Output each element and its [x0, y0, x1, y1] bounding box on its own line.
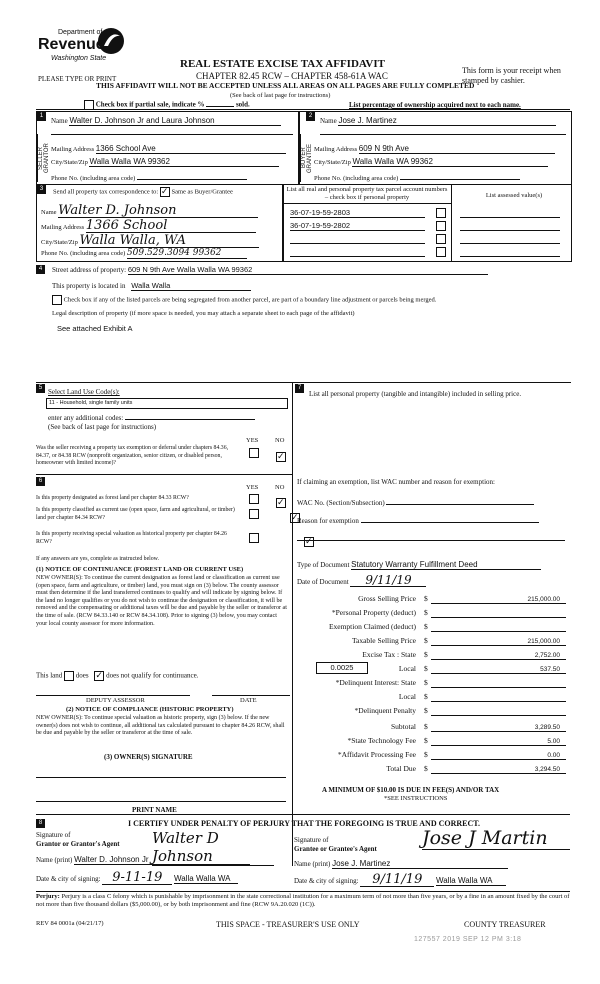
forest-if-yes: If any answers are yes, complete as instructed below.	[36, 556, 159, 562]
doc-type-label: Type of Document	[297, 561, 350, 569]
grantor-signature[interactable]: Walter D Johnson	[152, 829, 274, 866]
grantee-name-field[interactable]: Jose J. Martinez	[332, 859, 508, 869]
assessed-value-field[interactable]	[460, 208, 560, 218]
land-use-select[interactable]: 11 - Household, single family units	[46, 398, 288, 409]
parcel-personal-checkbox[interactable]	[436, 221, 446, 231]
calc-value[interactable]: 2,752.00	[534, 652, 560, 659]
location-section	[36, 262, 570, 378]
calc-label: Exemption Claimed (deduct)	[328, 622, 416, 631]
perjury-text	[36, 893, 570, 909]
additional-codes-field[interactable]	[125, 411, 255, 420]
calc-value[interactable]: 0.00	[547, 752, 560, 759]
corr-mailing-label: Mailing Address	[41, 224, 85, 231]
assessed-value-field[interactable]	[460, 247, 560, 257]
exemption-no-checkbox[interactable]	[276, 452, 286, 462]
deputy-date-line[interactable]	[212, 695, 290, 696]
seller-city-field[interactable]: Walla Walla WA 99362	[89, 158, 279, 167]
section-6-badge: 6	[36, 477, 45, 486]
calc-label: *Delinquent Penalty	[354, 706, 416, 715]
partial-sale-label: Check box if partial sale, indicate %	[95, 100, 205, 109]
grantee-city-field[interactable]: Walla Walla WA	[436, 876, 506, 886]
not-accepted-text: THIS AFFIDAVIT WILL NOT BE ACCEPTED UNLESS ALL AREAS ON ALL PAGES ARE FULLY COMPLETED	[96, 81, 475, 90]
doc-date-field[interactable]: 9/11/19	[350, 574, 426, 587]
calc-label: Gross Selling Price	[358, 594, 416, 603]
certify-text: I CERTIFY UNDER PENALTY OF PERJURY THAT THE FOREGOING IS TRUE AND CORRECT.	[128, 819, 481, 828]
calc-row-state-tax: Excise Tax : State $ 2,752.00	[296, 650, 566, 662]
parcel-row-2	[290, 221, 560, 231]
buyer-city-field[interactable]: Walla Walla WA 99362	[352, 158, 548, 167]
receipt-note: This form is your receipt when stamped by cashier.	[462, 66, 561, 85]
doc-type-field[interactable]: Statutory Warranty Fulfillment Deed	[351, 560, 541, 570]
additional-codes-label: enter any additional codes:	[48, 414, 124, 422]
calc-value[interactable]: 537.50	[540, 666, 560, 673]
please-type-text: PLEASE TYPE OR PRINT	[38, 75, 117, 83]
logo-revenue-text: Revenue	[38, 36, 105, 53]
print-name-label: PRINT NAME	[132, 806, 177, 814]
partial-sale-row	[84, 100, 250, 110]
parcel-number[interactable]	[290, 247, 425, 257]
correspondence-section	[36, 184, 283, 262]
seller-name-field[interactable]: Walter D. Johnson Jr and Laura Johnson	[69, 116, 281, 126]
grantor-city-field[interactable]: Walla Walla WA	[174, 874, 238, 884]
seller-mailing-field[interactable]: 1366 School Ave	[96, 145, 286, 154]
grantee-signature[interactable]: Jose J Martin	[422, 827, 570, 850]
calc-value[interactable]: 215,000.00	[527, 596, 560, 603]
exemption-claim-text: If claiming an exemption, list WAC number and reason for exemption:	[297, 478, 495, 486]
does-checkbox[interactable]	[64, 671, 74, 681]
land-use-see-back: (See back of last page for instructions)	[48, 423, 157, 431]
see-back-text: (See back of last page for instructions)	[230, 92, 331, 99]
buyer-mailing-label: Mailing Address	[314, 146, 358, 153]
same-as-buyer-checkbox[interactable]	[160, 187, 170, 197]
parcel-row-4	[290, 247, 560, 257]
perjury-label: Perjury:	[36, 893, 60, 900]
notice1-body: NEW OWNER(S): To continue the current designation as forest land or classification as current use (open space, farm and agriculture, or timber) land, you must sign on (3) below. The county assessor must then determine if the land transferred continues to qualify and will indicate by signing below. If the land no longer qualifies or you do not wish to continue the designation or classification, it will be removed and the compensating or additional taxes will be due and payable by the seller or transferor at the time of sale. (RCW 84.33.140 or RCW 84.34.108). Prior to signing (3) below, you may contact your local county assessor for more information.	[36, 575, 287, 627]
grantor-date-field[interactable]: 9-11-19	[102, 871, 172, 885]
wac-field[interactable]	[386, 496, 534, 505]
calc-label: Taxable Selling Price	[351, 636, 416, 645]
does-not-label: does not	[106, 671, 130, 680]
buyer-mailing-field[interactable]: 609 N 9th Ave	[359, 145, 555, 154]
section-8-badge: 8	[36, 819, 45, 828]
calc-label: Excise Tax : State	[362, 650, 416, 659]
parcel-personal-checkbox[interactable]	[436, 208, 446, 218]
section-3-badge: 3	[37, 185, 46, 194]
personal-property-section	[292, 382, 571, 467]
certify-section	[36, 814, 570, 892]
land-use-section	[36, 382, 292, 475]
perjury-body: Perjury is a class C felony which is punishable by imprisonment in the state correctional institution for a maximum term of not more than five years, or by a fine in an amount fixed by the court of not more than five thousand dollars ($5,000.00), or by both imprisonment and fine (RCW 9A.20.020 (1C)).	[36, 893, 570, 908]
street-field[interactable]: 609 N 9th Ave Walla Walla WA 99362	[128, 265, 488, 275]
calc-row-taxable: Taxable Selling Price $ 215,000.00	[296, 636, 566, 648]
seller-city-label: City/State/Zip	[51, 159, 88, 166]
owner-signature-line[interactable]	[36, 777, 286, 778]
calc-row-local-tax: 0.0025 Local $ 537.50	[296, 664, 566, 676]
revenue-logo	[36, 24, 136, 70]
partial-sale-checkbox[interactable]	[84, 100, 94, 110]
calc-row-tech-fee: *State Technology Fee $ 5.00	[296, 736, 566, 748]
deputy-label: DEPUTY ASSESSOR	[86, 697, 145, 704]
calc-label: *Affidavit Processing Fee	[337, 750, 416, 759]
notice1-title: (1) NOTICE OF CONTINUANCE (FOREST LAND OR CURRENT USE)	[36, 566, 244, 573]
section-4-badge: 4	[36, 265, 45, 274]
chapter-text: CHAPTER 82.45 RCW – CHAPTER 458-61A WAC	[196, 71, 388, 81]
legal-label: Legal description of property (if more space is needed, you may attach a separate sheet to each page of the affidavit)	[52, 310, 355, 317]
parcel-row-1	[290, 208, 560, 218]
grantor-date-label: Date & city of signing:	[36, 875, 101, 883]
treasurer-space-label: THIS SPACE - TREASURER'S USE ONLY	[216, 920, 360, 929]
parcel-personal-checkbox[interactable]	[436, 234, 446, 244]
located-label: This property is located in	[52, 282, 126, 290]
parcel-personal-checkbox[interactable]	[436, 247, 446, 257]
section-7-badge: 7	[295, 384, 304, 393]
buyer-name-label: Name	[320, 117, 337, 125]
forest-q2-yes-checkbox[interactable]	[249, 509, 259, 519]
personal-property-field[interactable]	[309, 413, 559, 463]
does-label: does	[75, 671, 89, 680]
segregated-label: Check box if any of the listed parcels are being segregated from another parcel, are part of a boundary line adjustment or parcels being merged.	[63, 296, 437, 304]
parcels-section	[283, 184, 572, 262]
deputy-signature-line[interactable]	[36, 695, 190, 696]
calc-row-exemption: Exemption Claimed (deduct) $	[296, 622, 566, 634]
section-2-badge: 2	[306, 112, 315, 121]
notice3-title: (3) OWNER(S) SIGNATURE	[104, 753, 193, 761]
this-land-label: This land	[36, 671, 63, 680]
street-label: Street address of property:	[52, 266, 127, 274]
grantee-sig-label-1: Signature of	[294, 836, 329, 844]
buyer-phone-field[interactable]	[400, 172, 520, 180]
calc-label: Local	[398, 692, 416, 701]
notice2-title: (2) NOTICE OF COMPLIANCE (HISTORIC PROPERTY)	[66, 706, 234, 713]
land-use-no-header: NO	[275, 437, 285, 444]
owner-print-line[interactable]	[36, 801, 286, 802]
seller-section	[36, 111, 299, 185]
assessed-value-field[interactable]	[460, 221, 560, 231]
calc-value[interactable]: 3,289.50	[534, 724, 560, 731]
forest-no-header: NO	[275, 484, 285, 491]
parcel-number[interactable]	[290, 234, 425, 244]
corr-phone-field[interactable]: 509.529.3094 99362	[127, 249, 247, 259]
grantee-date-field[interactable]: 9/11/19	[360, 873, 434, 887]
grantee-date-label: Date & city of signing:	[294, 877, 359, 885]
calc-value[interactable]: 3,294.50	[534, 766, 560, 773]
calc-row-total: Total Due $ 3,294.50	[296, 764, 566, 776]
buyer-phone-label: Phone No. (including area code)	[314, 175, 399, 182]
buyer-name-field[interactable]: Jose J. Martinez	[338, 116, 556, 126]
form-title: REAL ESTATE EXCISE TAX AFFIDAVIT	[180, 58, 385, 70]
grantor-name-label: Name (print)	[36, 856, 73, 864]
assessed-value-field[interactable]	[460, 234, 560, 244]
see-instructions-text: *SEE INSTRUCTIONS	[384, 795, 448, 802]
corr-city-field[interactable]: Walla Walla, WA	[79, 234, 259, 248]
land-use-label: Select Land Use Code(s):	[48, 388, 120, 396]
calc-row-personal: *Personal Property (deduct) $	[296, 608, 566, 620]
grantor-name-field[interactable]: Walter D. Johnson Jr	[74, 855, 250, 865]
grantor-sig-label-2: Grantor or Grantor's Agent	[36, 840, 120, 848]
parcels-header: List all real and personal property tax parcel account numbers – check box if personal property	[286, 186, 448, 201]
wac-label: WAC No. (Section/Subsection)	[297, 499, 385, 507]
pct-ownership-text: List percentage of ownership acquired next to each name.	[349, 101, 521, 109]
exemption-yes-checkbox[interactable]	[249, 448, 259, 458]
correspondence-label: Send all property tax correspondence to:	[53, 188, 159, 196]
forest-q2: Is this property classified as current use (open space, farm and agricultural, or timber) land per chapter 84.34 RCW?	[36, 507, 235, 521]
parcel-number[interactable]: 36-07-19-59-2802	[290, 221, 425, 231]
same-as-buyer-label: Same as Buyer/Grantee	[171, 188, 233, 196]
exemption-question: Was the seller receiving a property tax exemption or deferral under chapters 84.36, 84.37, or 84.38 RCW (nonprofit organization, senior citizen, or disabled person, homeowner with limited income)?	[36, 445, 229, 466]
seller-name-label: Name	[51, 117, 68, 125]
calc-row-gross: Gross Selling Price $ 215,000.00	[296, 594, 566, 606]
receipt-stamp: 127557 2019 SEP 12 PM 3:18	[414, 936, 522, 943]
sold-label: sold.	[235, 100, 250, 109]
seller-phone-field[interactable]	[137, 172, 247, 180]
grantor-sig-label-1: Signature of	[36, 831, 71, 839]
buyer-section	[299, 111, 572, 185]
reason-label: Reason for exemption	[297, 517, 359, 525]
forest-q1-no-checkbox[interactable]	[276, 498, 286, 508]
land-use-yes-header: YES	[246, 437, 259, 444]
parcel-row-3	[290, 234, 560, 244]
corr-name-label: Name	[41, 209, 57, 216]
seller-side-label: SELLER GRANTOR	[37, 134, 48, 182]
grantee-sig-label-2: Grantee or Grantee's Agent	[294, 845, 377, 853]
legal-description-field[interactable]: See attached Exhibit A	[57, 324, 133, 333]
calc-row-delinq-state: *Delinquent Interest: State $	[296, 678, 566, 690]
calc-label: *Personal Property (deduct)	[331, 608, 416, 617]
deputy-date-label: DATE	[240, 697, 257, 704]
calc-row-penalty: *Delinquent Penalty $	[296, 706, 566, 718]
seller-phone-label: Phone No. (including area code)	[51, 175, 136, 182]
calc-row-subtotal: Subtotal $ 3,289.50	[296, 722, 566, 734]
calc-label: *State Technology Fee	[347, 736, 416, 745]
grantee-name-label: Name (print)	[294, 860, 331, 868]
corr-name-field[interactable]: Walter D. Johnson	[58, 204, 258, 218]
segregated-checkbox[interactable]	[52, 295, 62, 305]
calc-label: Local	[398, 664, 416, 673]
calc-row-processing-fee: *Affidavit Processing Fee $ 0.00	[296, 750, 566, 762]
calc-label: *Delinquent Interest: State	[335, 678, 416, 687]
forest-yes-header: YES	[246, 484, 259, 491]
reason-field[interactable]	[361, 514, 539, 523]
forest-q1: Is this property designated as forest land per chapter 84.33 RCW?	[36, 495, 189, 501]
personal-property-text: List all personal property (tangible and intangible) included in selling price.	[309, 390, 522, 398]
calc-value[interactable]: 5.00	[547, 738, 560, 745]
calc-label: Total Due	[386, 764, 416, 773]
calc-value[interactable]: 215,000.00	[527, 638, 560, 645]
county-treasurer-label: COUNTY TREASURER	[464, 920, 546, 929]
buyer-city-label: City/State/Zip	[314, 159, 351, 166]
minimum-fee-text: A MINIMUM OF $10.00 IS DUE IN FEE(S) AND/OR TAX	[322, 786, 500, 794]
section-5-badge: 5	[36, 384, 45, 393]
corr-city-label: City/State/Zip	[41, 239, 78, 246]
corr-phone-label: Phone No. (including area code)	[41, 250, 126, 257]
does-not-checkbox[interactable]	[94, 671, 104, 681]
form-number: REV 84 0001a (04/21/17)	[36, 920, 104, 927]
located-field[interactable]: Walla Walla	[131, 281, 251, 291]
buyer-side-label: BUYER GRANTEE	[300, 134, 311, 182]
forest-q3: Is this property receiving special valuation as historical property per chapter 84.26 RCW?	[36, 531, 227, 545]
calc-row-delinq-local: Local $	[296, 692, 566, 704]
corr-mailing-field[interactable]: 1366 School	[86, 219, 256, 233]
notice2-body: NEW OWNER(S): To continue special valuation as historic property, sign (3) below. If the new owner(s) does not wish to continue, all additional tax calculated pursuant to chapter 84.26 RCW, shall be due and payable by the seller or transferor at the time of sale.	[36, 715, 285, 737]
logo-dept-text: Department of	[58, 29, 103, 36]
parcel-number[interactable]: 36-07-19-59-2803	[290, 208, 425, 218]
doc-date-label: Date of Document	[297, 578, 349, 586]
assessed-header: List assessed value(s)	[485, 192, 543, 199]
section-1-badge: 1	[37, 112, 46, 121]
calc-label: Subtotal	[390, 722, 416, 731]
local-rate-field[interactable]: 0.0025	[316, 662, 368, 674]
seller-mailing-label: Mailing Address	[51, 146, 95, 153]
qualify-label: qualify for continuance.	[131, 671, 199, 680]
forest-q3-yes-checkbox[interactable]	[249, 533, 259, 543]
logo-state-text: Washington State	[51, 55, 107, 62]
forest-q1-yes-checkbox[interactable]	[249, 494, 259, 504]
